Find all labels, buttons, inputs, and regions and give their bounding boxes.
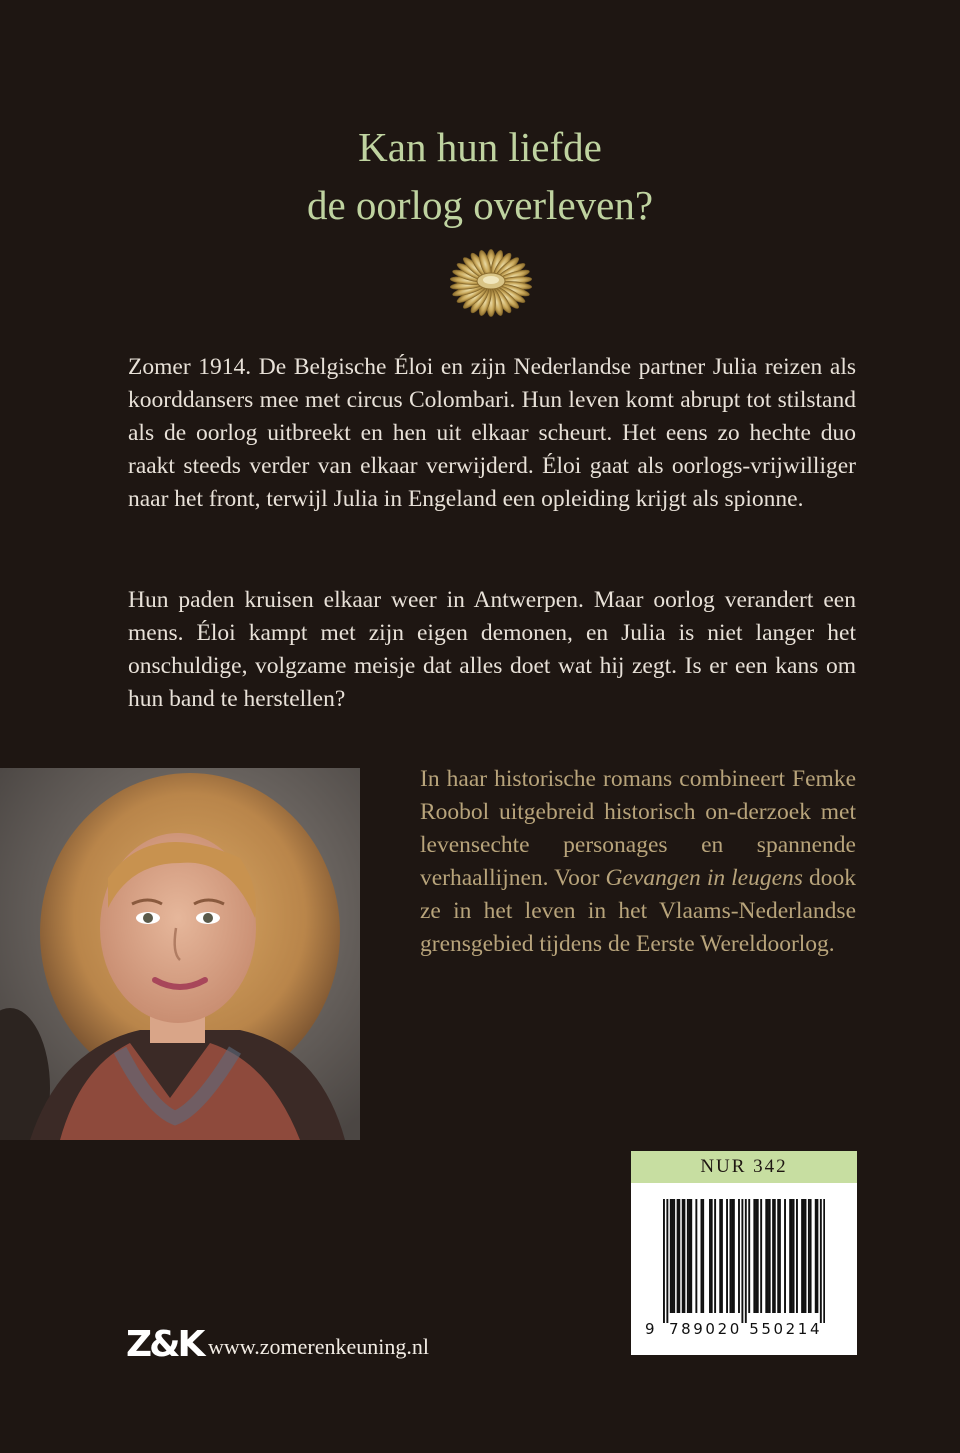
barcode-bars: [663, 1199, 825, 1323]
heading-line-1: Kan hun liefde: [358, 124, 602, 170]
blurb-paragraph-1: Zomer 1914. De Belgische Éloi en zijn Nederlandse partner Julia reizen als koorddansers mee met circus Colombari. Hun leven komt abrupt tot stilstand als de oorlog uitbreekt en hen uit elkaar scheurt. Het eens zo hechte duo raakt steeds verder van elkaar verwijderd. Éloi gaat als oorlogs-vrijwilliger naar het front, terwijl Julia in Engeland een opleiding krijgt als spionne.: [128, 354, 856, 512]
isbn-barcode-box: [631, 1151, 857, 1355]
publisher-website[interactable]: www.zomerenkeuning.nl: [208, 1334, 429, 1359]
author-portrait: [0, 768, 360, 1140]
daisy-ornament-icon: [440, 245, 542, 329]
isbn-first-digit: 9: [645, 1320, 655, 1338]
author-bio-text-1: In haar historische romans combineert Femke Roobol uitgebreid historisch on-derzoek met levensechte personages en spannende verhaallijnen. Voor: [420, 766, 856, 891]
heading-line-2: de oorlog overleven?: [306, 182, 654, 228]
author-bio-book-title: Gevangen in leugens: [605, 865, 803, 891]
publisher-logo: Z&K: [126, 1324, 203, 1365]
isbn-rest-digits: 789020 550214: [669, 1320, 823, 1338]
author-bio: [420, 763, 856, 961]
author-bio-text-2: dook ze in het leven in het Vlaams-Nederlandse grensgebied tijdens de Eerste Wereldoorlog.: [420, 865, 857, 957]
nur-label: NUR 342: [631, 1151, 857, 1183]
blurb-paragraph-2: Hun paden kruisen elkaar weer in Antwerpen. Maar oorlog verandert een mens. Éloi kampt met zijn eigen demonen, en Julia is niet langer het onschuldige, volgzame meisje dat alles doet wat hij zegt. Is er een kans om hun band te herstellen?: [128, 587, 856, 712]
